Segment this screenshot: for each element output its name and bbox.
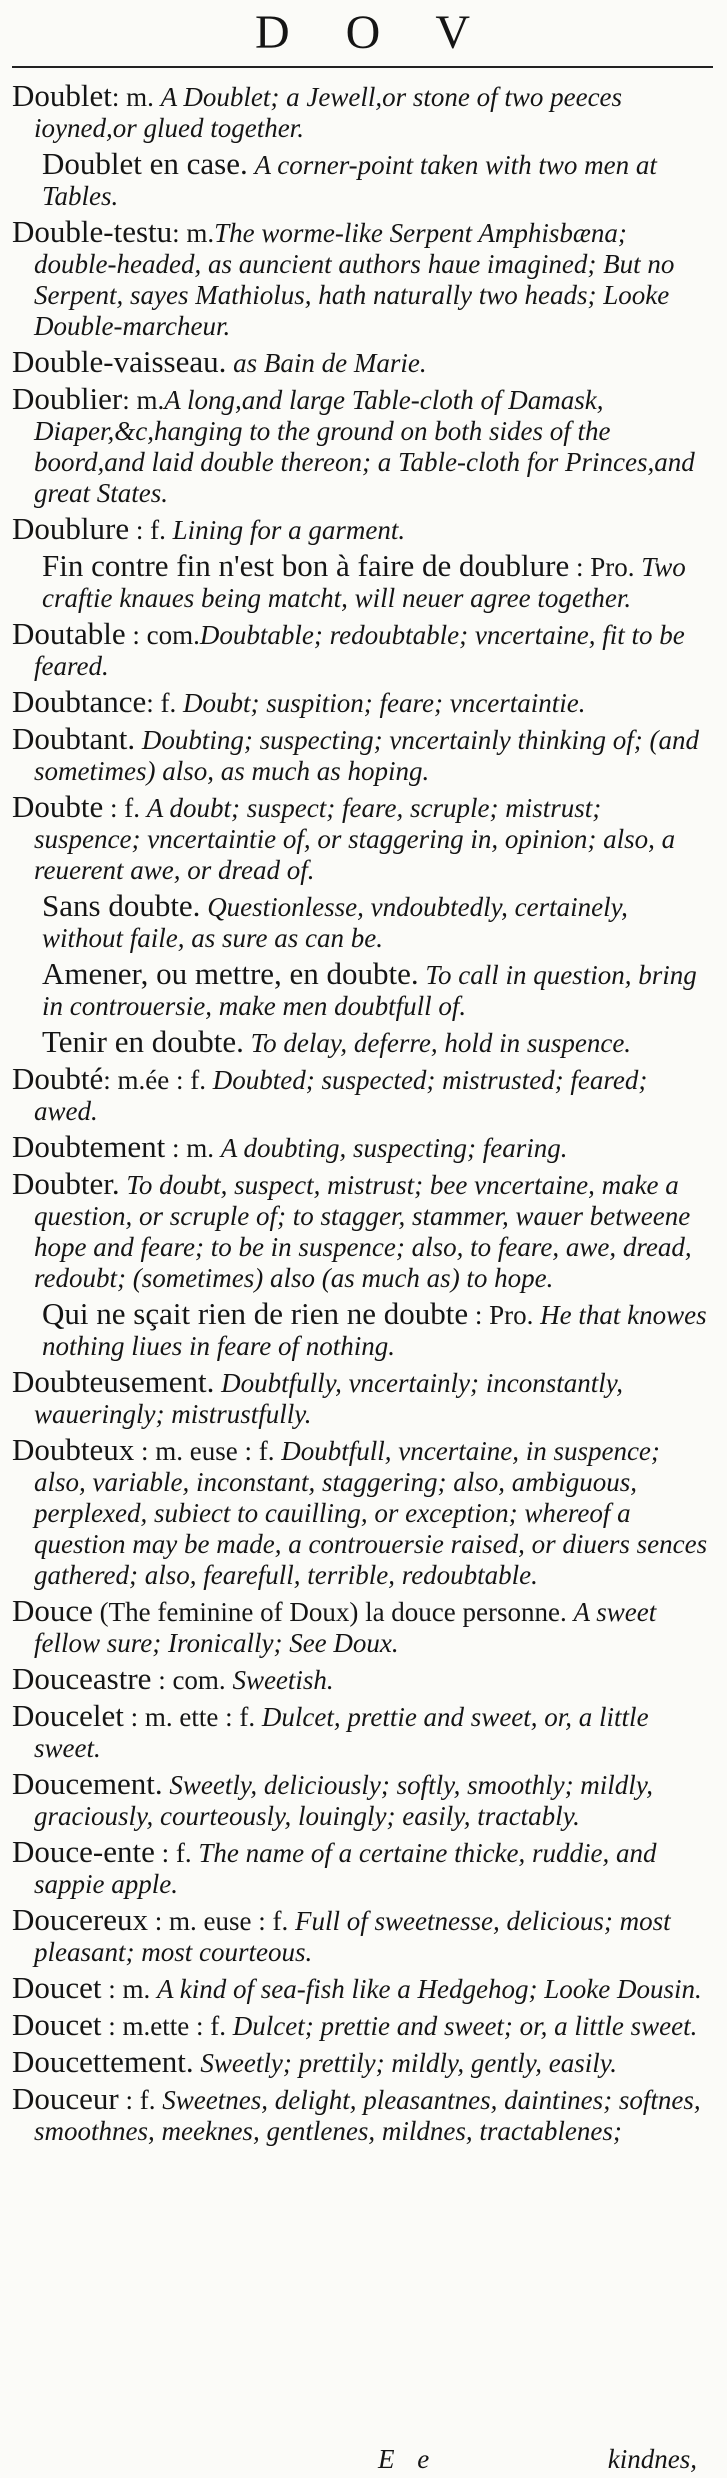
- grammar-note: : f.: [154, 1838, 199, 1868]
- dictionary-entry: [12, 1366, 713, 1430]
- grammar-note: [135, 725, 142, 755]
- dictionary-entry: [12, 791, 713, 886]
- headword: Double-testu: [12, 214, 173, 249]
- dictionary-entry: [12, 1972, 713, 2005]
- headword: Douce-ente: [12, 1834, 155, 1869]
- dictionary-entry: [12, 2046, 713, 2079]
- english-gloss: Doubtfull, vncertaine, in suspence; also, variable, inconstant, staggering; also, ambiguous, perplexed, subiect to cauilling, or exception; whereof a question may be made, a controuersie raised, or diuers sences gathered; also, fearefull, terrible, redoubtable.: [34, 1436, 708, 1590]
- grammar-note: : m.ette : f.: [101, 2011, 233, 2041]
- grammar-note: (The feminine of Doux) la douce personne.: [92, 1597, 574, 1627]
- english-gloss: Doubted; suspected; mistrusted; feared; awed.: [34, 1065, 648, 1126]
- headword: Doubtant.: [12, 721, 136, 756]
- headword: Doucelet: [12, 1698, 124, 1733]
- headword: Douce: [12, 1593, 93, 1628]
- header-rule: [12, 66, 713, 68]
- english-gloss: Sweetish.: [232, 1665, 334, 1695]
- dictionary-entry: [12, 80, 713, 144]
- dictionary-entry: [12, 723, 713, 787]
- grammar-note: : f.: [118, 2085, 163, 2115]
- sub-entry: [12, 890, 713, 954]
- grammar-note: : m.: [101, 1974, 158, 2004]
- dictionary-entry: [12, 1768, 713, 1832]
- dictionary-entry: [12, 1063, 713, 1127]
- headword: Doublier: [12, 381, 123, 416]
- grammar-note: : m. euse : f.: [134, 1436, 282, 1466]
- english-gloss: Doubt; suspition; feare; vncertaintie.: [183, 688, 586, 718]
- dictionary-entry: [12, 686, 713, 719]
- english-gloss: A corner-point taken with two men at Tables.: [42, 150, 657, 211]
- headword: Fin contre fin n'est bon à faire de doublure: [42, 548, 570, 583]
- headword: Double-vaisseau.: [12, 344, 227, 379]
- english-gloss: Doubtfully, vncertainly; inconstantly, waueringly; mistrustfully.: [34, 1368, 624, 1429]
- headword: Doucereux: [12, 1902, 148, 1937]
- grammar-note: [244, 1028, 251, 1058]
- english-gloss: Doubtable; redoubtable; vncertaine, fit to be feared.: [34, 620, 685, 681]
- dictionary-entry: [12, 1904, 713, 1968]
- headword: Doutable: [12, 616, 126, 651]
- dictionary-entry: [12, 346, 713, 379]
- dictionary-entry: [12, 1434, 713, 1591]
- headword: Tenir en doubte.: [42, 1024, 244, 1059]
- english-gloss: A kind of sea-fish like a Hedgehog; Looke Dousin.: [157, 1974, 702, 2004]
- grammar-note: : m.: [122, 385, 165, 415]
- english-gloss: Lining for a garment.: [172, 515, 406, 545]
- grammar-note: : f.: [146, 688, 184, 718]
- english-gloss: To delay, deferre, hold in suspence.: [250, 1028, 632, 1058]
- catchword: kindnes,: [607, 2444, 697, 2474]
- english-gloss: A Doublet; a Jewell,or stone of two peeces ioyned,or glued together.: [34, 82, 623, 143]
- dictionary-entry: [12, 383, 713, 509]
- headword: Doublet: [12, 78, 112, 113]
- grammar-note: : m.: [172, 218, 215, 248]
- grammar-note: : m.: [165, 1133, 221, 1163]
- dictionary-entry: [12, 2009, 713, 2042]
- grammar-note: : m. ette : f.: [123, 1702, 262, 1732]
- grammar-note: : m.: [111, 82, 161, 112]
- english-gloss: Dulcet; prettie and sweet; or, a little sweet.: [232, 2011, 698, 2041]
- dictionary-entry: [12, 1836, 713, 1900]
- headword: Doubteux: [12, 1432, 135, 1467]
- english-gloss: To call in question, bring in controuersie, make men doubtfull of.: [42, 960, 697, 1021]
- dictionary-entry: [12, 513, 713, 546]
- english-gloss: Full of sweetnesse, delicious; most pleasant; most courteous.: [34, 1906, 671, 1967]
- headword: Doubtement: [12, 1129, 166, 1164]
- english-gloss: Doubting; suspecting; vncertainly thinking of; (and sometimes) also, as much as hoping.: [34, 725, 700, 786]
- grammar-note: : f.: [103, 793, 147, 823]
- headword: Doucement.: [12, 1766, 163, 1801]
- headword: Doubter.: [12, 1166, 120, 1201]
- english-gloss: A doubting, suspecting; fearing.: [220, 1133, 568, 1163]
- headword: Douceur: [12, 2081, 119, 2116]
- english-gloss: A long,and large Table-cloth of Damask, Diaper,&c,hanging to the ground on both sides of the boord,and laid double thereon; a Table-cloth for Princes,and great States.: [34, 385, 695, 508]
- dictionary-entry: [12, 618, 713, 682]
- headword: Amener, ou mettre, en doubte.: [42, 956, 419, 991]
- running-head: D O V: [254, 6, 493, 59]
- headword: Doucet: [12, 2007, 102, 2042]
- grammar-note: : Pro.: [468, 1300, 541, 1330]
- entry-list: [12, 80, 713, 2147]
- dictionary-entry: [12, 1700, 713, 1764]
- headword: Doubte: [12, 789, 104, 824]
- dictionary-entry: [12, 2083, 713, 2147]
- english-gloss: A sweet fellow sure; Ironically; See Doux.: [34, 1597, 657, 1658]
- english-gloss: Sweetly, deliciously; softly, smoothly; mildly, graciously, courteously, louingly; easily, tractably.: [34, 1770, 654, 1831]
- english-gloss: Dulcet, prettie and sweet, or, a little sweet.: [34, 1702, 649, 1763]
- sub-entry: [12, 550, 713, 614]
- english-gloss: Questionlesse, vndoubtedly, certainely, without faile, as sure as can be.: [42, 892, 628, 953]
- headword: Doublet en case.: [42, 146, 248, 181]
- english-gloss: The worme-like Serpent Amphisbæna; double-headed, as auncient authors haue imagined; But no Serpent, sayes Mathiolus, hath naturally two heads; Looke Double-marcheur.: [34, 218, 675, 341]
- grammar-note: : Pro.: [569, 552, 642, 582]
- grammar-note: : f.: [129, 515, 173, 545]
- english-gloss: Sweetly; prettily; mildly, gently, easily.: [200, 2048, 618, 2078]
- headword: Doublure: [12, 511, 130, 546]
- sub-entry: [12, 148, 713, 212]
- english-gloss: Sweetnes, delight, pleasantnes, daintines; softnes, smoothnes, meeknes, gentlenes, mildnes, tractablenes;: [34, 2085, 701, 2146]
- grammar-note: : m. euse : f.: [148, 1906, 295, 1936]
- english-gloss: Two craftie knaues being matcht, will neuer agree together.: [42, 552, 686, 613]
- english-gloss: A doubt; suspect; feare, scruple; mistrust; suspence; vncertaintie of, or staggering in, opinion; also, a reuerent awe, or dread of.: [34, 793, 676, 885]
- headword: Sans doubte.: [42, 888, 201, 923]
- dictionary-entry: [12, 216, 713, 342]
- page-footer: [0, 2444, 727, 2476]
- sub-entry: [12, 1298, 713, 1362]
- signature-mark: E e: [378, 2444, 438, 2474]
- headword: Doubtance: [12, 684, 147, 719]
- grammar-note: : com.: [125, 620, 200, 650]
- sub-entry: [12, 958, 713, 1022]
- dictionary-entry: [12, 1595, 713, 1659]
- sub-entry: [12, 1026, 713, 1059]
- grammar-note: : m.ée : f.: [103, 1065, 213, 1095]
- dictionary-entry: [12, 1131, 713, 1164]
- english-gloss: To doubt, suspect, mistrust; bee vncertaine, make a question, or scruple of; to stagger, stammer, wauer betweene hope and feare; to be in suspence; also, to feare, awe, dread, redoubt; (sometimes) also (as much as) to hope.: [34, 1170, 692, 1293]
- headword: Doucettement.: [12, 2044, 194, 2079]
- headword: Doucet: [12, 1970, 102, 2005]
- english-gloss: The name of a certaine thicke, ruddie, and sappie apple.: [34, 1838, 657, 1899]
- headword: Douceastre: [12, 1661, 152, 1696]
- page-header: [12, 0, 713, 66]
- headword: Doubté: [12, 1061, 104, 1096]
- dictionary-entry: [12, 1168, 713, 1294]
- english-gloss: He that knowes nothing liues in feare of nothing.: [42, 1300, 707, 1361]
- english-gloss: as Bain de Marie.: [233, 348, 427, 378]
- grammar-note: : com.: [151, 1665, 233, 1695]
- headword: Qui ne sçait rien de rien ne doubte: [42, 1296, 469, 1331]
- dictionary-entry: [12, 1663, 713, 1696]
- headword: Doubteusement.: [12, 1364, 215, 1399]
